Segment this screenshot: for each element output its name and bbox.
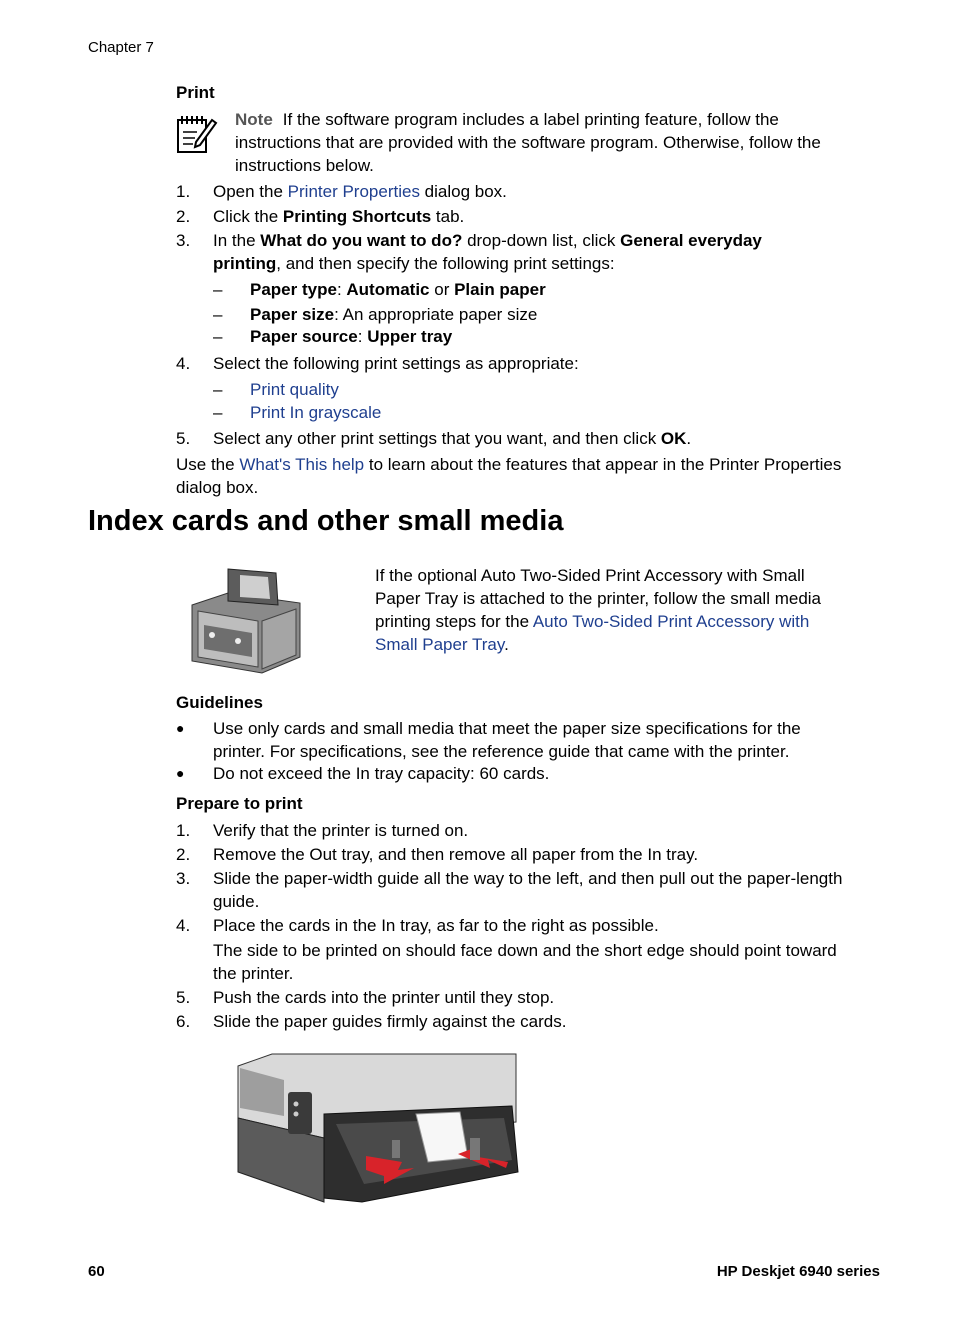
page-number: 60 xyxy=(88,1263,105,1280)
step-number: 1. xyxy=(176,182,191,201)
step-1-post: dialog box. xyxy=(419,182,507,201)
step-1-pre: Open the xyxy=(213,182,288,201)
step-5-bold: OK xyxy=(660,429,687,448)
accessory-image xyxy=(188,565,306,681)
help-pre: Use the xyxy=(176,455,240,474)
chapter-header: Chapter 7 xyxy=(88,39,154,56)
step-3-mid: drop-down list, click xyxy=(462,231,621,250)
prepare-step: Remove the Out tray, and then remove all paper from the In tray. xyxy=(213,845,699,864)
guideline-line: Use only cards and small media that meet the paper size specifications for the xyxy=(213,719,801,738)
whats-this-help-link[interactable]: What's This help xyxy=(239,455,365,474)
sub-rest: : An appropriate paper size xyxy=(334,305,538,324)
sep: : xyxy=(336,280,347,299)
step-2 xyxy=(213,205,883,228)
print-quality-link[interactable]: Print quality xyxy=(250,380,339,399)
dash: – xyxy=(213,403,223,422)
note-line3: instructions below. xyxy=(235,156,374,175)
step-3-bold1: What do you want to do? xyxy=(260,231,463,250)
sub-label: Paper type xyxy=(250,280,337,299)
step-3-bold2: General everyday xyxy=(620,231,762,250)
sub-label: Paper source xyxy=(250,327,358,346)
guideline-item xyxy=(213,717,883,763)
guidelines-heading: Guidelines xyxy=(176,693,263,712)
help-paragraph xyxy=(176,453,886,499)
intro-line1: If the optional Auto Two-Sided Print Accessory with Small xyxy=(375,566,805,585)
sub-paper-source xyxy=(250,325,870,348)
dash: – xyxy=(213,327,223,346)
intro-line3: printing steps for the xyxy=(375,612,533,631)
step-number: 2. xyxy=(176,845,191,864)
step-5-post: . xyxy=(686,429,692,448)
step-number: 1. xyxy=(176,821,191,840)
note-label: Note xyxy=(235,110,273,129)
sub-value: Plain paper xyxy=(454,280,546,299)
intro-line2: Paper Tray is attached to the printer, follow the small media xyxy=(375,589,822,608)
sub-paper-size xyxy=(250,303,870,326)
step-3-pre: In the xyxy=(213,231,261,250)
step-2-pre: Click the xyxy=(213,207,283,226)
sub-paper-type xyxy=(250,278,870,301)
bullet-icon: ● xyxy=(176,720,185,736)
step-number: 4. xyxy=(176,354,191,373)
dash: – xyxy=(213,280,223,299)
step-5 xyxy=(213,427,883,450)
step-2-post: tab. xyxy=(431,207,465,226)
intro-paragraph xyxy=(375,564,885,656)
printer-image xyxy=(232,1052,524,1214)
prepare-line: guide. xyxy=(213,892,260,911)
small-paper-tray-link[interactable]: Small Paper Tray xyxy=(375,635,505,654)
step-number: 6. xyxy=(176,1012,191,1031)
bullet-icon: ● xyxy=(176,765,185,781)
step-number: 4. xyxy=(176,916,191,935)
step-number: 5. xyxy=(176,988,191,1007)
sub-label: Paper size xyxy=(250,305,335,324)
prepare-step: Slide the paper guides firmly against the cards. xyxy=(213,1012,567,1031)
guideline-item: Do not exceed the In tray capacity: 60 cards. xyxy=(213,764,550,783)
section-title: Index cards and other small media xyxy=(88,505,564,537)
dash: – xyxy=(213,305,223,324)
step-1 xyxy=(213,180,883,203)
guideline-line: printer. For specifications, see the reference guide that came with the printer. xyxy=(213,742,790,761)
step-2-bold: Printing Shortcuts xyxy=(282,207,432,226)
note xyxy=(235,108,885,177)
print-heading: Print xyxy=(176,83,215,102)
sub-value: Automatic xyxy=(346,280,430,299)
prepare-line: the printer. xyxy=(213,964,294,983)
step-number: 2. xyxy=(176,207,191,226)
step-3-bold3: printing xyxy=(213,254,277,273)
step-number: 5. xyxy=(176,429,191,448)
help-post: to learn about the features that appear in the Printer Properties xyxy=(364,455,842,474)
prepare-line: Slide the paper-width guide all the way to the left, and then pull out the paper-length xyxy=(213,869,843,888)
step-3 xyxy=(213,229,883,275)
printer-properties-link[interactable]: Printer Properties xyxy=(287,182,420,201)
product-name: HP Deskjet 6940 series xyxy=(716,1263,880,1280)
sep: or xyxy=(429,280,455,299)
step-number: 3. xyxy=(176,869,191,888)
step-3-post: , and then specify the following print settings: xyxy=(276,254,615,273)
step-number: 3. xyxy=(176,231,191,250)
print-grayscale-link[interactable]: Print In grayscale xyxy=(250,403,382,422)
note-line1: If the software program includes a label printing feature, follow the xyxy=(282,110,779,129)
intro-period: . xyxy=(504,635,509,654)
prepare-step: Place the cards in the In tray, as far to the right as possible. xyxy=(213,916,659,935)
note-line2: instructions that are provided with the software program. Otherwise, follow the xyxy=(235,133,821,152)
prepare-heading: Prepare to print xyxy=(176,794,303,813)
sub-value: Upper tray xyxy=(367,327,453,346)
prepare-step-note xyxy=(213,939,883,985)
step-5-pre: Select any other print settings that you want, and then click xyxy=(213,429,661,448)
sep: : xyxy=(357,327,368,346)
dash: – xyxy=(213,380,223,399)
prepare-step: Verify that the printer is turned on. xyxy=(213,821,469,840)
auto-two-sided-link[interactable]: Auto Two-Sided Print Accessory with xyxy=(532,612,810,631)
prepare-step xyxy=(213,867,883,913)
help-line2: dialog box. xyxy=(176,478,259,497)
prepare-line: The side to be printed on should face down and the short edge should point toward xyxy=(213,941,837,960)
prepare-step: Push the cards into the printer until they stop. xyxy=(213,988,555,1007)
step-4: Select the following print settings as appropriate: xyxy=(213,354,579,373)
note-icon xyxy=(176,112,218,160)
